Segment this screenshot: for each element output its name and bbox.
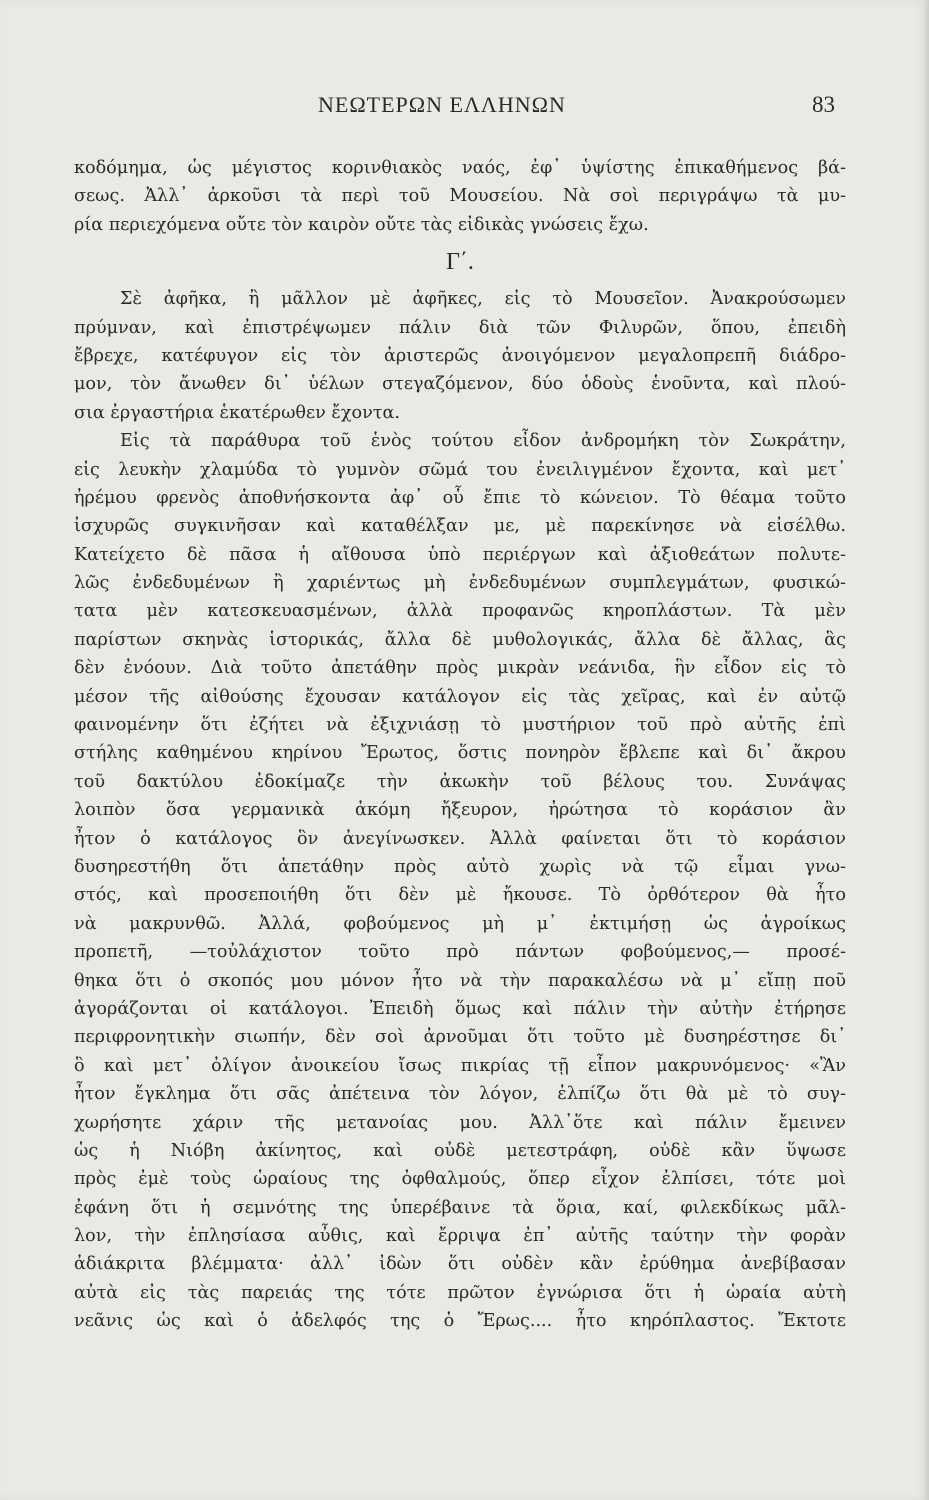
text-line: ἀγοράζονται οἱ κατάλογοι. Ἐπειδὴ ὅμως καὶ πάλιν τὴν αὐτὴν ἐτήρησε xyxy=(74,998,846,1019)
text-line: Εἰς τὰ παράθυρα τοῦ ἑνὸς τούτου εἶδον ἀνδρομήκη τὸν Σωκράτην, xyxy=(120,431,846,452)
text-line: θηκα ὅτι ὁ σκοπός μου μόνον ἦτο νὰ τὴν παρακαλέσω νὰ μ᾽ εἴπῃ ποῦ xyxy=(74,970,846,991)
section-heading: Γ΄. xyxy=(446,249,474,276)
text-line: ἠρέμου φρενὸς ἀποθνήσκοντα ἀφ᾽ οὗ ἔπιε τὸ κώνειον. Τὸ θέαμα τοῦτο xyxy=(74,487,846,508)
text-line: μον, τὸν ἄνωθεν δι᾽ ὑέλων στεγαζόμενον, δύο ὁδοὺς ἑνοῦντα, καὶ πλού- xyxy=(74,374,846,395)
text-line: ἔβρεχε, κατέφυγον εἰς τὸν ἀριστερῶς ἀνοιγόμενον μεγαλοπρεπῆ διάδρο- xyxy=(74,345,846,366)
text-line: ὡς ἡ Νιόβη ἀκίνητος, καὶ οὐδὲ μετεστράφη, οὐδὲ κἂν ὕψωσε xyxy=(74,1140,846,1161)
text-line: ρία περιεχόμενα οὔτε τὸν καιρὸν οὔτε τὰς εἰδικὰς γνώσεις ἔχω. xyxy=(74,214,649,235)
text-line: ἦτον ἔγκλημα ὅτι σᾶς ἀπέτεινα τὸν λόγον, ἐλπίζω ὅτι θὰ μὲ τὸ συγ- xyxy=(74,1084,846,1105)
text-line: ἰσχυρῶς συγκινῆσαν καὶ καταθέλξαν με, μὲ παρεκίνησε νὰ εἰσέλθω. xyxy=(74,516,846,537)
text-line: περιφρονητικὴν σιωπήν, δὲν σοὶ ἀρνοῦμαι ὅτι τοῦτο μὲ δυσηρέστησε δι᾽ xyxy=(74,1027,846,1048)
text-line: δὲν ἐνόουν. Διὰ τοῦτο ἀπετάθην πρὸς μικρὰν νεάνιδα, ἣν εἶδον εἰς τὸ xyxy=(74,658,846,679)
text-line: πρύμναν, καὶ ἐπιστρέψωμεν πάλιν διὰ τῶν Φιλυρῶν, ὅπου, ἐπειδὴ xyxy=(74,317,846,338)
text-line: εἰς λευκὴν χλαμύδα τὸ γυμνὸν σῶμά του ἐνειλιγμένον ἔχοντα, καὶ μετ᾽ xyxy=(74,459,846,480)
text-line: σεως. Ἀλλ᾽ ἀρκοῦσι τὰ περὶ τοῦ Μουσείου. Νὰ σοὶ περιγράψω τὰ μυ- xyxy=(74,186,846,207)
text-line: στός, καὶ προσεποιήθη ὅτι δὲν μὲ ἤκουσε. Τὸ ὀρθότερον θὰ ἦτο xyxy=(74,885,846,906)
text-line: φαινομένην ὅτι ἐζήτει νὰ ἐξιχνιάσῃ τὸ μυστήριον τοῦ πρὸ αὐτῆς ἐπὶ xyxy=(74,715,846,736)
running-title: ΝΕΩΤΕΡΩΝ ΕΛΛΗΝΩΝ xyxy=(318,92,566,117)
paragraph-end-previous xyxy=(74,154,846,239)
text-line: Κατείχετο δὲ πᾶσα ἡ αἴθουσα ὑπὸ περιέργων καὶ ἀξιοθεάτων πολυτε- xyxy=(74,544,846,565)
text-line: λον, τὴν ἐπλησίασα αὖθις, καὶ ἔρριψα ἐπ᾽ αὐτῆς ταύτην τὴν φορὰν xyxy=(74,1226,846,1247)
text-body xyxy=(74,154,846,1336)
text-line: δυσηρεστήθη ὅτι ἀπετάθην πρὸς αὐτὸ χωρὶς νὰ τῷ εἶμαι γνω- xyxy=(74,856,846,877)
text-line: νὰ μακρυνθῶ. Ἀλλά, φοβούμενος μὴ μ᾽ ἐκτιμήσῃ ὡς ἀγροίκως xyxy=(74,913,846,934)
text-line: μέσον τῆς αἰθούσης ἔχουσαν κατάλογον εἰς τὰς χεῖρας, καὶ ἐν αὐτῷ xyxy=(74,686,846,707)
text-line: προπετῆ, —τοὐλάχιστον τοῦτο πρὸ πάντων φοβούμενος,— προσέ- xyxy=(74,942,846,963)
text-line: ἐφάνη ὅτι ἡ σεμνότης της ὑπερέβαινε τὰ ὅρια, καί, φιλεκδίκως μᾶλ- xyxy=(74,1197,846,1218)
text-line: πρὸς ἐμὲ τοὺς ὡραίους της ὀφθαλμούς, ὅπερ εἶχον ἐλπίσει, τότε μοὶ xyxy=(74,1169,846,1190)
text-line: τατα μὲν κατεσκευασμένων, ἀλλὰ προφανῶς κηροπλάστων. Τὰ μὲν xyxy=(74,601,846,622)
text-line: κοδόμημα, ὡς μέγιστος κορινθιακὸς ναός, ἐφ᾽ ὑψίστης ἐπικαθήμενος βά- xyxy=(74,158,846,178)
text-line: νεᾶνις ὡς καὶ ὁ ἀδελφός της ὁ Ἔρως.... ἦτο κηρόπλαστος. Ἔκτοτε xyxy=(74,1311,846,1332)
text-line: αὐτὰ εἰς τὰς παρειάς της τότε πρῶτον ἐγνώρισα ὅτι ἡ ὡραία αὐτὴ xyxy=(74,1282,846,1303)
text-line: λοιπὸν ὅσα γερμανικὰ ἀκόμη ἤξευρον, ἠρώτησα τὸ κοράσιον ἂν xyxy=(74,800,846,821)
page-header xyxy=(0,92,929,126)
text-line: τοῦ δακτύλου ἐδοκίμαζε τὴν ἀκωκὴν τοῦ βέλους του. Συνάψας xyxy=(74,771,846,792)
text-line: παρίστων σκηνὰς ἱστορικάς, ἄλλα δὲ μυθολογικάς, ἄλλα δὲ ἄλλας, ἃς xyxy=(74,629,846,650)
page-number: 83 xyxy=(812,92,835,117)
text-line: στήλης καθημένου κηρίνου Ἔρωτος, ὅστις πονηρὸν ἔβλεπε καὶ δι᾽ ἄκρου xyxy=(74,743,846,764)
text-line: ὃ καὶ μετ᾽ ὀλίγον ἀνοικείου ἴσως πικρίας τῇ εἶπον μακρυνόμενος· «Ἂν xyxy=(74,1055,846,1076)
text-line: λῶς ἐνδεδυμένων ἢ χαριέντως μὴ ἐνδεδυμένων συμπλεγμάτων, φυσικώ- xyxy=(74,573,846,594)
text-line: Σὲ ἀφῆκα, ἢ μᾶλλον μὲ ἀφῆκες, εἰς τὸ Μουσεῖον. Ἀνακρούσωμεν xyxy=(120,289,846,310)
page-edge-shadow xyxy=(923,0,929,1500)
text-line: σια ἐργαστήρια ἑκατέρωθεν ἔχοντα. xyxy=(74,402,401,423)
text-line: ἦτον ὁ κατάλογος ὃν ἀνεγίνωσκεν. Ἀλλὰ φαίνεται ὅτι τὸ κοράσιον xyxy=(74,828,846,849)
section-text xyxy=(74,285,846,1335)
text-line: χωρήσητε χάριν τῆς μετανοίας μου. Ἀλλ᾽ὅτε καὶ πάλιν ἔμεινεν xyxy=(74,1112,846,1133)
text-line: ἀδιάκριτα βλέμματα· ἀλλ᾽ ἰδὼν ὅτι οὐδὲν κἂν ἐρύθημα ἀνεβίβασαν xyxy=(74,1254,846,1275)
